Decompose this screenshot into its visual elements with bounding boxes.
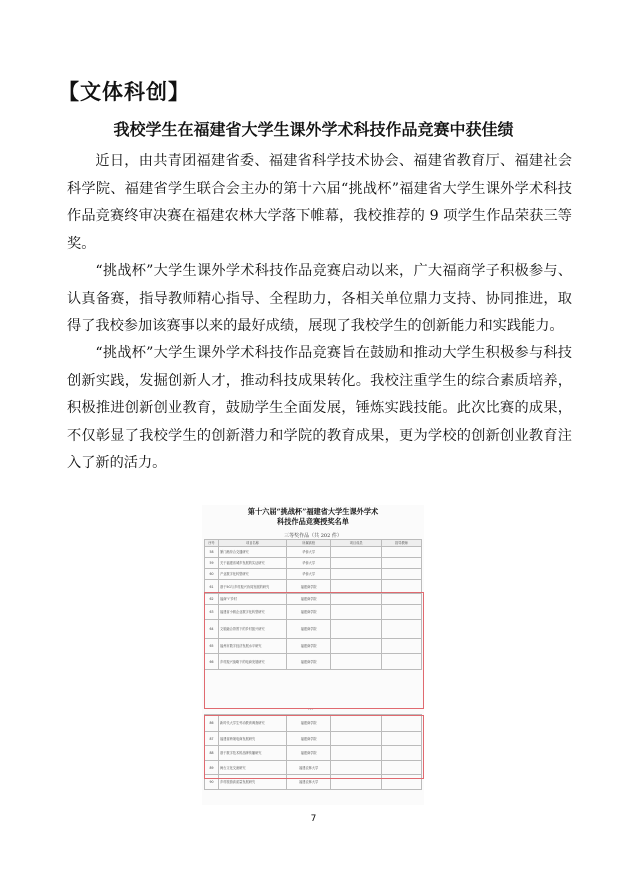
table-row [205,569,422,580]
table-cell: 基于5G与乡村振兴协同发展的研究 [219,580,287,594]
table-row [205,558,422,569]
highlight-box-bottom [204,715,424,779]
table-cell: 64 [205,620,219,639]
table-cell [382,558,422,569]
table-cell: 福建商学院 [287,746,331,761]
table-cell: 乡村振兴战略下的电商发展研究 [219,654,287,670]
header-cell: 项目名称 [219,540,287,547]
table-cell: 基于数字技术的品牌传播研究 [219,746,287,761]
table-cell: 华侨大学 [287,558,331,569]
table-cell: 华侨大学 [287,547,331,558]
table-cell [331,558,382,569]
award-title-line-1: 第十六届“挑战杯”福建省大学生课外学术 [247,507,379,516]
table-cell [331,547,382,558]
table-cell [382,569,422,580]
table-cell: 福建商学院 [287,654,331,670]
table-cell: 关于福建省城乡发展的实证研究 [219,558,287,569]
table-header-row [205,540,422,547]
paragraph-2: “挑战杯”大学生课外学术科技作品竞赛启动以来，广大福商学子积极参与、认真备赛，指导教师精心指导、全程助力，各相关单位鼎力支持、协同推进，取得了我校参加该赛事以来的最好成绩，展现了我校学生的创新能力和实践能力。 [67,263,572,335]
section-tag: 【文体科创】 [58,80,190,104]
table-cell: 福建商学院 [287,594,331,605]
table-cell: 产业数字化转型研究 [219,569,287,580]
table-cell: 62 [205,594,219,605]
table-cell: 60 [205,569,219,580]
table-cell: 福建省小微企业数字化转型研究 [219,605,287,620]
table-cell: 新时代大学生劳动教育调查研究 [219,715,287,732]
table-cell: 66 [205,654,219,670]
page-number: 7 [310,814,317,824]
table-cell: 福建省跨境电商发展研究 [219,732,287,746]
table-cell: 福建商学院 [287,620,331,639]
header-cell: 项目成员 [331,540,382,547]
table-cell: 厦门港综合交通研究 [219,547,287,558]
table-cell [382,547,422,558]
paragraph-1: 近日，由共青团福建省委、福建省科学技术协会、福建省教育厅、福建社会科学院、福建省学生联合会主办的第十六届“挑战杯”福建省大学生课外学术科技作品竞赛终审决赛在福建农林大学落下帷幕，我校推荐的 9 项学生作品荣获三等奖。 [67,153,572,252]
table-cell: 福商“i”乡村 [219,594,287,605]
table-cell: 福建商学院 [287,732,331,746]
highlight-box-top [204,592,424,709]
header-cell: 所属高校 [287,540,331,547]
header-cell: 序号 [205,540,219,547]
table-cell: 89 [205,761,219,775]
table-cell: 福建商学院 [287,639,331,654]
award-list-image [202,505,424,805]
article-headline: 我校学生在福建省大学生课外学术科技作品竞赛中获佳绩 [113,120,514,139]
table-cell: 59 [205,558,219,569]
table-cell: 88 [205,746,219,761]
table-cell: 86 [205,715,219,732]
table-cell: 闽台文化交流研究 [219,761,287,775]
header-cell: 指导教师 [382,540,422,547]
table-ellipsis: … [308,706,313,712]
table-cell: 63 [205,605,219,620]
table-cell: 58 [205,547,219,558]
table-cell: 文旅融合背景下的乡村振兴研究 [219,620,287,639]
table-row [205,547,422,558]
award-title-line-2: 科技作品竞赛授奖名单 [277,517,349,526]
table-cell: 乡村旅游高质量发展研究 [219,775,287,790]
table-cell: 华侨大学 [287,569,331,580]
award-subtitle: 三等奖作品（共 202 件） [284,533,342,539]
table-cell: 福建商学院 [287,605,331,620]
table-cell: 福建商学院 [287,715,331,732]
table-cell [331,569,382,580]
paragraph-3: “挑战杯”大学生课外学术科技作品竞赛旨在鼓励和推动大学生积极参与科技创新实践，发掘创新人才，推动科技成果转化。我校注重学生的综合素质培养，积极推进创新创业教育，鼓励学生全面发展，锤炼实践技能。此次比赛的成果，不仅彰显了我校学生的创新潜力和学院的教育成果，更为学校的创新创业教育注入了新的活力。 [67,345,572,472]
table-cell: 87 [205,732,219,746]
table-cell: 61 [205,580,219,594]
table-cell: 65 [205,639,219,654]
table-cell: 90 [205,775,219,790]
table-cell: 福建商学院 [287,580,331,594]
table-cell: 福州市数字经济发展水平研究 [219,639,287,654]
table-cell: 福建农林大学 [287,761,331,775]
table-cell: 福建农林大学 [287,775,331,790]
